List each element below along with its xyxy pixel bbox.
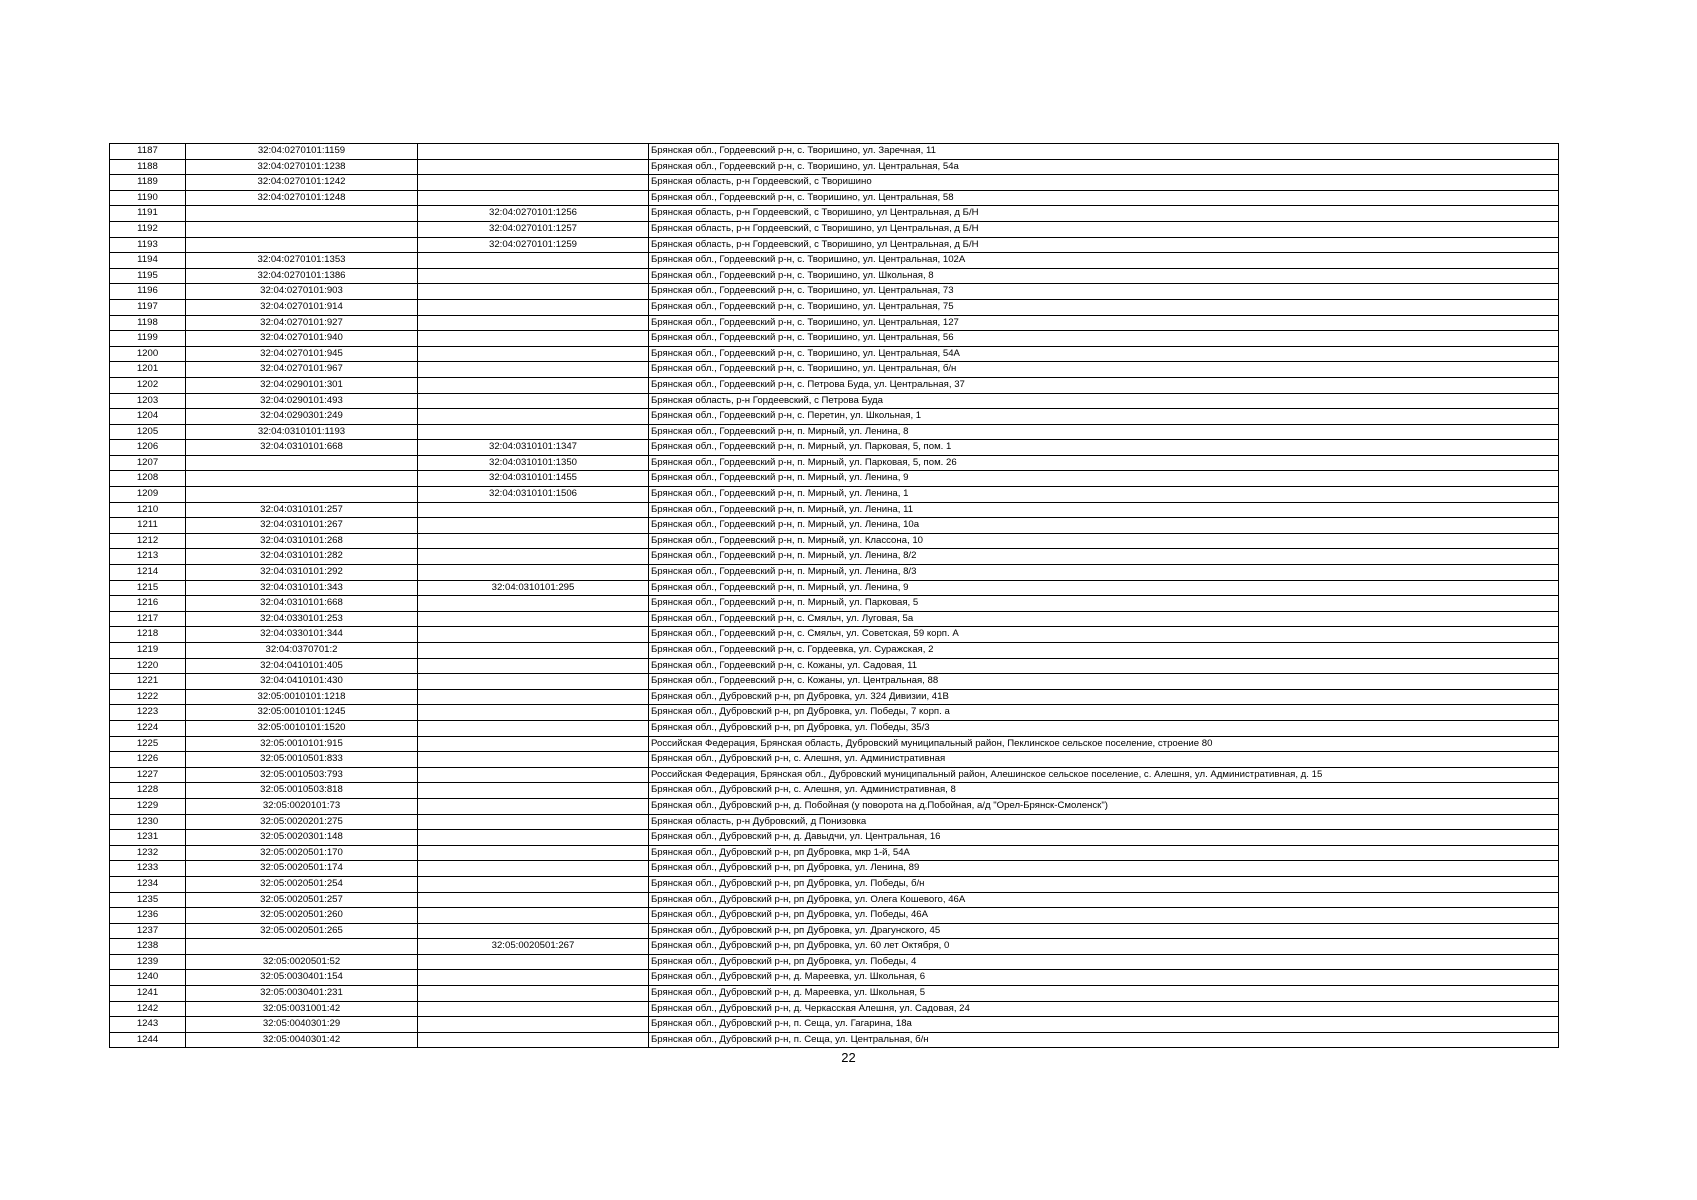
cadastral-number-cell: 32:04:0310101:268 <box>186 533 418 549</box>
address-cell: Брянская обл., Гордеевский р-н, с. Творишино, ул. Центральная, 73 <box>649 284 1559 300</box>
table-row <box>110 159 1559 175</box>
row-number-cell: 1194 <box>110 253 186 269</box>
address-cell: Брянская обл., Дубровский р-н, рп Дубровка, ул. 60 лет Октября, 0 <box>649 939 1559 955</box>
cadastral-number-cell: 32:04:0270101:1242 <box>186 175 418 191</box>
table-row <box>110 908 1559 924</box>
address-cell: Брянская обл., Гордеевский р-н, с. Творишино, ул. Заречная, 11 <box>649 144 1559 160</box>
row-number-cell: 1236 <box>110 908 186 924</box>
linked-cadastral-number-cell <box>418 362 649 378</box>
address-cell: Брянская обл., Дубровский р-н, рп Дубровка, ул. Олега Кошевого, 46А <box>649 892 1559 908</box>
row-number-cell: 1210 <box>110 502 186 518</box>
table-row <box>110 923 1559 939</box>
cadastral-number-cell: 32:04:0310101:668 <box>186 440 418 456</box>
row-number-cell: 1237 <box>110 923 186 939</box>
address-cell: Брянская обл., Гордеевский р-н, п. Мирный, ул. Ленина, 11 <box>649 502 1559 518</box>
cadastral-number-cell: 32:04:0310101:668 <box>186 596 418 612</box>
linked-cadastral-number-cell: 32:05:0020501:267 <box>418 939 649 955</box>
cadastral-number-cell: 32:05:0020101:73 <box>186 798 418 814</box>
address-cell: Брянская область, р-н Гордеевский, с Творишино, ул Центральная, д Б/Н <box>649 206 1559 222</box>
linked-cadastral-number-cell: 32:04:0270101:1256 <box>418 206 649 222</box>
address-cell: Брянская обл., Гордеевский р-н, п. Мирный, ул. Ленина, 9 <box>649 580 1559 596</box>
table-row <box>110 315 1559 331</box>
cadastral-number-cell: 32:05:0010503:793 <box>186 767 418 783</box>
address-cell: Брянская обл., Гордеевский р-н, с. Творишино, ул. Центральная, 127 <box>649 315 1559 331</box>
row-number-cell: 1206 <box>110 440 186 456</box>
row-number-cell: 1232 <box>110 845 186 861</box>
linked-cadastral-number-cell <box>418 767 649 783</box>
address-cell: Российская Федерация, Брянская обл., Дубровский муниципальный район, Алешинское сельское поселение, с. Алешня, ул. Административная, д. 15 <box>649 767 1559 783</box>
linked-cadastral-number-cell: 32:04:0310101:1506 <box>418 487 649 503</box>
linked-cadastral-number-cell <box>418 923 649 939</box>
table-row <box>110 284 1559 300</box>
row-number-cell: 1238 <box>110 939 186 955</box>
address-cell: Брянская обл., Дубровский р-н, с. Алешня, ул. Административная <box>649 752 1559 768</box>
linked-cadastral-number-cell <box>418 1017 649 1033</box>
cadastral-number-cell: 32:04:0270101:940 <box>186 331 418 347</box>
address-cell: Брянская обл., Гордеевский р-н, с. Смяльч, ул. Луговая, 5а <box>649 611 1559 627</box>
address-cell: Брянская обл., Гордеевский р-н, п. Мирный, ул. Ленина, 10а <box>649 518 1559 534</box>
linked-cadastral-number-cell: 32:04:0310101:295 <box>418 580 649 596</box>
address-cell: Брянская область, р-н Гордеевский, с Петрова Буда <box>649 393 1559 409</box>
table-row <box>110 814 1559 830</box>
row-number-cell: 1205 <box>110 424 186 440</box>
address-cell: Брянская обл., Дубровский р-н, д. Мареевка, ул. Школьная, 6 <box>649 970 1559 986</box>
cadastral-number-cell: 32:04:0290101:301 <box>186 377 418 393</box>
row-number-cell: 1220 <box>110 658 186 674</box>
cadastral-number-cell: 32:04:0270101:1248 <box>186 190 418 206</box>
linked-cadastral-number-cell <box>418 845 649 861</box>
row-number-cell: 1219 <box>110 643 186 659</box>
cadastral-number-cell: 32:04:0270101:945 <box>186 346 418 362</box>
table-row <box>110 565 1559 581</box>
table-row <box>110 752 1559 768</box>
row-number-cell: 1195 <box>110 268 186 284</box>
row-number-cell: 1244 <box>110 1032 186 1048</box>
row-number-cell: 1234 <box>110 876 186 892</box>
cadastral-number-cell <box>186 939 418 955</box>
linked-cadastral-number-cell <box>418 377 649 393</box>
table-row <box>110 689 1559 705</box>
linked-cadastral-number-cell <box>418 424 649 440</box>
row-number-cell: 1216 <box>110 596 186 612</box>
linked-cadastral-number-cell <box>418 752 649 768</box>
cadastral-number-cell: 32:04:0270101:967 <box>186 362 418 378</box>
table-row <box>110 175 1559 191</box>
row-number-cell: 1227 <box>110 767 186 783</box>
linked-cadastral-number-cell <box>418 658 649 674</box>
row-number-cell: 1225 <box>110 736 186 752</box>
row-number-cell: 1218 <box>110 627 186 643</box>
cadastral-number-cell <box>186 206 418 222</box>
table-row <box>110 440 1559 456</box>
table-row <box>110 221 1559 237</box>
row-number-cell: 1222 <box>110 689 186 705</box>
linked-cadastral-number-cell <box>418 299 649 315</box>
address-cell: Брянская обл., Дубровский р-н, рп Дубровка, ул. Ленина, 89 <box>649 861 1559 877</box>
table-row <box>110 1017 1559 1033</box>
address-cell: Брянская обл., Дубровский р-н, рп Дубровка, мкр 1-й, 54А <box>649 845 1559 861</box>
cadastral-number-cell: 32:05:0010503:818 <box>186 783 418 799</box>
table-row <box>110 736 1559 752</box>
address-cell: Брянская обл., Гордеевский р-н, с. Творишино, ул. Школьная, 8 <box>649 268 1559 284</box>
cadastral-number-cell: 32:04:0310101:343 <box>186 580 418 596</box>
row-number-cell: 1193 <box>110 237 186 253</box>
cadastral-number-cell: 32:04:0310101:267 <box>186 518 418 534</box>
table-row <box>110 783 1559 799</box>
address-cell: Брянская обл., Гордеевский р-н, п. Мирный, ул. Ленина, 8/2 <box>649 549 1559 565</box>
linked-cadastral-number-cell <box>418 253 649 269</box>
table-row <box>110 986 1559 1002</box>
row-number-cell: 1243 <box>110 1017 186 1033</box>
address-cell: Брянская обл., Гордеевский р-н, с. Творишино, ул. Центральная, 75 <box>649 299 1559 315</box>
table-row <box>110 377 1559 393</box>
row-number-cell: 1233 <box>110 861 186 877</box>
linked-cadastral-number-cell <box>418 409 649 425</box>
row-number-cell: 1241 <box>110 986 186 1002</box>
row-number-cell: 1223 <box>110 705 186 721</box>
address-cell: Брянская обл., Дубровский р-н, рп Дубровка, ул. Драгунского, 45 <box>649 923 1559 939</box>
row-number-cell: 1214 <box>110 565 186 581</box>
linked-cadastral-number-cell <box>418 1032 649 1048</box>
row-number-cell: 1196 <box>110 284 186 300</box>
cadastral-number-cell: 32:05:0040301:29 <box>186 1017 418 1033</box>
cadastral-number-cell: 32:04:0270101:903 <box>186 284 418 300</box>
cadastral-number-cell: 32:05:0020501:170 <box>186 845 418 861</box>
row-number-cell: 1187 <box>110 144 186 160</box>
address-cell: Брянская обл., Дубровский р-н, рп Дубровка, ул. Победы, 4 <box>649 954 1559 970</box>
address-cell: Брянская обл., Дубровский р-н, рп Дубровка, ул. 324 Дивизии, 41В <box>649 689 1559 705</box>
row-number-cell: 1189 <box>110 175 186 191</box>
table-row <box>110 502 1559 518</box>
linked-cadastral-number-cell <box>418 627 649 643</box>
cadastral-number-cell: 32:05:0010101:915 <box>186 736 418 752</box>
table-row <box>110 596 1559 612</box>
row-number-cell: 1211 <box>110 518 186 534</box>
linked-cadastral-number-cell <box>418 908 649 924</box>
table-row <box>110 237 1559 253</box>
cadastral-number-cell: 32:04:0330101:253 <box>186 611 418 627</box>
linked-cadastral-number-cell <box>418 611 649 627</box>
address-cell: Брянская обл., Дубровский р-н, д. Побойная (у поворота на д.Побойная, а/д "Орел-Брянск-Смоленск") <box>649 798 1559 814</box>
linked-cadastral-number-cell <box>418 892 649 908</box>
row-number-cell: 1201 <box>110 362 186 378</box>
linked-cadastral-number-cell <box>418 346 649 362</box>
table-row <box>110 518 1559 534</box>
linked-cadastral-number-cell: 32:04:0270101:1259 <box>418 237 649 253</box>
row-number-cell: 1215 <box>110 580 186 596</box>
table-row <box>110 206 1559 222</box>
table-row <box>110 268 1559 284</box>
linked-cadastral-number-cell <box>418 315 649 331</box>
address-cell: Брянская обл., Дубровский р-н, п. Сеща, ул. Гагарина, 18а <box>649 1017 1559 1033</box>
cadastral-number-cell <box>186 471 418 487</box>
address-cell: Брянская обл., Дубровский р-н, рп Дубровка, ул. Победы, 35/3 <box>649 720 1559 736</box>
linked-cadastral-number-cell <box>418 549 649 565</box>
linked-cadastral-number-cell <box>418 268 649 284</box>
cadastral-number-cell: 32:05:0010101:1218 <box>186 689 418 705</box>
address-cell: Брянская обл., Гордеевский р-н, п. Мирный, ул. Парковая, 5, пом. 1 <box>649 440 1559 456</box>
table-row <box>110 144 1559 160</box>
linked-cadastral-number-cell <box>418 674 649 690</box>
table-row <box>110 533 1559 549</box>
linked-cadastral-number-cell <box>418 533 649 549</box>
row-number-cell: 1226 <box>110 752 186 768</box>
table-row <box>110 767 1559 783</box>
row-number-cell: 1207 <box>110 455 186 471</box>
cadastral-number-cell: 32:04:0270101:914 <box>186 299 418 315</box>
address-cell: Российская Федерация, Брянская область, Дубровский муниципальный район, Пеклинское сельское поселение, строение 80 <box>649 736 1559 752</box>
address-cell: Брянская обл., Гордеевский р-н, с. Творишино, ул. Центральная, 54А <box>649 346 1559 362</box>
linked-cadastral-number-cell: 32:04:0310101:1455 <box>418 471 649 487</box>
table-row <box>110 892 1559 908</box>
address-cell: Брянская обл., Гордеевский р-н, с. Кожаны, ул. Центральная, 88 <box>649 674 1559 690</box>
row-number-cell: 1188 <box>110 159 186 175</box>
row-number-cell: 1230 <box>110 814 186 830</box>
table-row <box>110 798 1559 814</box>
linked-cadastral-number-cell <box>418 331 649 347</box>
address-cell: Брянская обл., Гордеевский р-н, с. Творишино, ул. Центральная, 54а <box>649 159 1559 175</box>
table-row <box>110 190 1559 206</box>
linked-cadastral-number-cell <box>418 861 649 877</box>
cadastral-number-cell: 32:05:0020501:52 <box>186 954 418 970</box>
cadastral-number-cell: 32:04:0270101:1238 <box>186 159 418 175</box>
address-cell: Брянская обл., Гордеевский р-н, п. Мирный, ул. Ленина, 1 <box>649 487 1559 503</box>
table-row <box>110 424 1559 440</box>
cadastral-number-cell: 32:05:0030401:231 <box>186 986 418 1002</box>
linked-cadastral-number-cell <box>418 954 649 970</box>
cadastral-number-cell: 32:04:0270101:1386 <box>186 268 418 284</box>
linked-cadastral-number-cell: 32:04:0310101:1350 <box>418 455 649 471</box>
table-row <box>110 393 1559 409</box>
table-row <box>110 861 1559 877</box>
row-number-cell: 1228 <box>110 783 186 799</box>
linked-cadastral-number-cell: 32:04:0270101:1257 <box>418 221 649 237</box>
table-row <box>110 362 1559 378</box>
linked-cadastral-number-cell <box>418 783 649 799</box>
row-number-cell: 1202 <box>110 377 186 393</box>
row-number-cell: 1199 <box>110 331 186 347</box>
address-cell: Брянская обл., Гордеевский р-н, п. Мирный, ул. Ленина, 8 <box>649 424 1559 440</box>
table-row <box>110 299 1559 315</box>
row-number-cell: 1239 <box>110 954 186 970</box>
address-cell: Брянская обл., Гордеевский р-н, с. Творишино, ул. Центральная, 56 <box>649 331 1559 347</box>
address-cell: Брянская обл., Гордеевский р-н, п. Мирный, ул. Парковая, 5 <box>649 596 1559 612</box>
row-number-cell: 1203 <box>110 393 186 409</box>
address-cell: Брянская область, р-н Дубровский, д Понизовка <box>649 814 1559 830</box>
address-cell: Брянская обл., Дубровский р-н, рп Дубровка, ул. Победы, 7 корп. а <box>649 705 1559 721</box>
cadastral-number-cell: 32:04:0330101:344 <box>186 627 418 643</box>
cadastral-number-cell: 32:05:0020501:265 <box>186 923 418 939</box>
cadastral-number-cell: 32:05:0020501:257 <box>186 892 418 908</box>
table-row <box>110 627 1559 643</box>
cadastral-number-cell: 32:04:0310101:1193 <box>186 424 418 440</box>
cadastral-number-cell: 32:05:0040301:42 <box>186 1032 418 1048</box>
cadastral-number-cell: 32:05:0020501:254 <box>186 876 418 892</box>
address-cell: Брянская обл., Гордеевский р-н, п. Мирный, ул. Ленина, 9 <box>649 471 1559 487</box>
cadastral-number-cell: 32:05:0010101:1245 <box>186 705 418 721</box>
row-number-cell: 1235 <box>110 892 186 908</box>
cadastral-number-cell: 32:04:0310101:257 <box>186 502 418 518</box>
linked-cadastral-number-cell <box>418 565 649 581</box>
row-number-cell: 1198 <box>110 315 186 331</box>
linked-cadastral-number-cell <box>418 284 649 300</box>
address-cell: Брянская обл., Гордеевский р-н, с. Перетин, ул. Школьная, 1 <box>649 409 1559 425</box>
table-row <box>110 970 1559 986</box>
cadastral-number-cell <box>186 487 418 503</box>
linked-cadastral-number-cell <box>418 175 649 191</box>
address-cell: Брянская обл., Гордеевский р-н, с. Кожаны, ул. Садовая, 11 <box>649 658 1559 674</box>
address-cell: Брянская обл., Дубровский р-н, д. Давыдчи, ул. Центральная, 16 <box>649 830 1559 846</box>
address-cell: Брянская область, р-н Гордеевский, с Творишино, ул Центральная, д Б/Н <box>649 237 1559 253</box>
table-row <box>110 253 1559 269</box>
row-number-cell: 1209 <box>110 487 186 503</box>
linked-cadastral-number-cell <box>418 1001 649 1017</box>
table-row <box>110 455 1559 471</box>
table-row <box>110 331 1559 347</box>
linked-cadastral-number-cell <box>418 159 649 175</box>
address-cell: Брянская обл., Гордеевский р-н, с. Петрова Буда, ул. Центральная, 37 <box>649 377 1559 393</box>
table-row <box>110 939 1559 955</box>
cadastral-number-cell: 32:04:0270101:927 <box>186 315 418 331</box>
address-cell: Брянская обл., Дубровский р-н, д. Черкасская Алешня, ул. Садовая, 24 <box>649 1001 1559 1017</box>
cadastral-number-cell: 32:04:0310101:282 <box>186 549 418 565</box>
address-cell: Брянская обл., Дубровский р-н, п. Сеща, ул. Центральная, б/н <box>649 1032 1559 1048</box>
cadastral-number-cell: 32:05:0031001:42 <box>186 1001 418 1017</box>
row-number-cell: 1231 <box>110 830 186 846</box>
cadastral-number-cell <box>186 221 418 237</box>
linked-cadastral-number-cell <box>418 705 649 721</box>
table-row <box>110 720 1559 736</box>
registry-table <box>109 143 1559 1048</box>
cadastral-number-cell <box>186 455 418 471</box>
cadastral-number-cell: 32:05:0030401:154 <box>186 970 418 986</box>
linked-cadastral-number-cell <box>418 502 649 518</box>
linked-cadastral-number-cell <box>418 798 649 814</box>
table-row <box>110 845 1559 861</box>
row-number-cell: 1204 <box>110 409 186 425</box>
linked-cadastral-number-cell <box>418 720 649 736</box>
row-number-cell: 1197 <box>110 299 186 315</box>
table-row <box>110 409 1559 425</box>
table-row <box>110 611 1559 627</box>
linked-cadastral-number-cell <box>418 190 649 206</box>
cadastral-number-cell <box>186 237 418 253</box>
cadastral-number-cell: 32:04:0410101:405 <box>186 658 418 674</box>
linked-cadastral-number-cell <box>418 986 649 1002</box>
table-row <box>110 674 1559 690</box>
cadastral-number-cell: 32:05:0010101:1520 <box>186 720 418 736</box>
table-row <box>110 549 1559 565</box>
table-row <box>110 658 1559 674</box>
cadastral-number-cell: 32:05:0020501:260 <box>186 908 418 924</box>
address-cell: Брянская обл., Гордеевский р-н, п. Мирный, ул. Парковая, 5, пом. 26 <box>649 455 1559 471</box>
table-row <box>110 954 1559 970</box>
table-row <box>110 830 1559 846</box>
registry-table-container <box>109 143 1558 1048</box>
linked-cadastral-number-cell <box>418 144 649 160</box>
table-row <box>110 1032 1559 1048</box>
linked-cadastral-number-cell: 32:04:0310101:1347 <box>418 440 649 456</box>
cadastral-number-cell: 32:04:0370701:2 <box>186 643 418 659</box>
cadastral-number-cell: 32:05:0020201:275 <box>186 814 418 830</box>
row-number-cell: 1221 <box>110 674 186 690</box>
linked-cadastral-number-cell <box>418 736 649 752</box>
row-number-cell: 1192 <box>110 221 186 237</box>
table-row <box>110 1001 1559 1017</box>
linked-cadastral-number-cell <box>418 393 649 409</box>
linked-cadastral-number-cell <box>418 596 649 612</box>
cadastral-number-cell: 32:04:0270101:1159 <box>186 144 418 160</box>
cadastral-number-cell: 32:04:0410101:430 <box>186 674 418 690</box>
address-cell: Брянская обл., Гордеевский р-н, с. Творишино, ул. Центральная, 58 <box>649 190 1559 206</box>
linked-cadastral-number-cell <box>418 830 649 846</box>
page-number: 22 <box>841 1050 856 1065</box>
cadastral-number-cell: 32:04:0270101:1353 <box>186 253 418 269</box>
address-cell: Брянская область, р-н Гордеевский, с Творишино, ул Центральная, д Б/Н <box>649 221 1559 237</box>
cadastral-number-cell: 32:05:0010501:833 <box>186 752 418 768</box>
linked-cadastral-number-cell <box>418 970 649 986</box>
address-cell: Брянская обл., Дубровский р-н, д. Мареевка, ул. Школьная, 5 <box>649 986 1559 1002</box>
linked-cadastral-number-cell <box>418 814 649 830</box>
address-cell: Брянская обл., Дубровский р-н, рп Дубровка, ул. Победы, б/н <box>649 876 1559 892</box>
cadastral-number-cell: 32:05:0020301:148 <box>186 830 418 846</box>
row-number-cell: 1212 <box>110 533 186 549</box>
table-row <box>110 705 1559 721</box>
table-row <box>110 643 1559 659</box>
row-number-cell: 1213 <box>110 549 186 565</box>
address-cell: Брянская обл., Гордеевский р-н, п. Мирный, ул. Классона, 10 <box>649 533 1559 549</box>
row-number-cell: 1191 <box>110 206 186 222</box>
address-cell: Брянская область, р-н Гордеевский, с Творишино <box>649 175 1559 191</box>
cadastral-number-cell: 32:04:0310101:292 <box>186 565 418 581</box>
row-number-cell: 1190 <box>110 190 186 206</box>
row-number-cell: 1242 <box>110 1001 186 1017</box>
row-number-cell: 1200 <box>110 346 186 362</box>
row-number-cell: 1229 <box>110 798 186 814</box>
table-row <box>110 487 1559 503</box>
linked-cadastral-number-cell <box>418 689 649 705</box>
registry-table-body <box>110 144 1559 1048</box>
address-cell: Брянская обл., Дубровский р-н, рп Дубровка, ул. Победы, 46А <box>649 908 1559 924</box>
table-row <box>110 346 1559 362</box>
cadastral-number-cell: 32:04:0290301:249 <box>186 409 418 425</box>
address-cell: Брянская обл., Дубровский р-н, с. Алешня, ул. Административная, 8 <box>649 783 1559 799</box>
linked-cadastral-number-cell <box>418 518 649 534</box>
row-number-cell: 1240 <box>110 970 186 986</box>
address-cell: Брянская обл., Гордеевский р-н, с. Гордеевка, ул. Суражская, 2 <box>649 643 1559 659</box>
table-row <box>110 580 1559 596</box>
linked-cadastral-number-cell <box>418 876 649 892</box>
table-row <box>110 471 1559 487</box>
cadastral-number-cell: 32:04:0290101:493 <box>186 393 418 409</box>
cadastral-number-cell: 32:05:0020501:174 <box>186 861 418 877</box>
row-number-cell: 1217 <box>110 611 186 627</box>
linked-cadastral-number-cell <box>418 643 649 659</box>
address-cell: Брянская обл., Гордеевский р-н, с. Смяльч, ул. Советская, 59 корп. А <box>649 627 1559 643</box>
row-number-cell: 1224 <box>110 720 186 736</box>
row-number-cell: 1208 <box>110 471 186 487</box>
address-cell: Брянская обл., Гордеевский р-н, с. Творишино, ул. Центральная, б/н <box>649 362 1559 378</box>
address-cell: Брянская обл., Гордеевский р-н, с. Творишино, ул. Центральная, 102А <box>649 253 1559 269</box>
table-row <box>110 876 1559 892</box>
address-cell: Брянская обл., Гордеевский р-н, п. Мирный, ул. Ленина, 8/3 <box>649 565 1559 581</box>
